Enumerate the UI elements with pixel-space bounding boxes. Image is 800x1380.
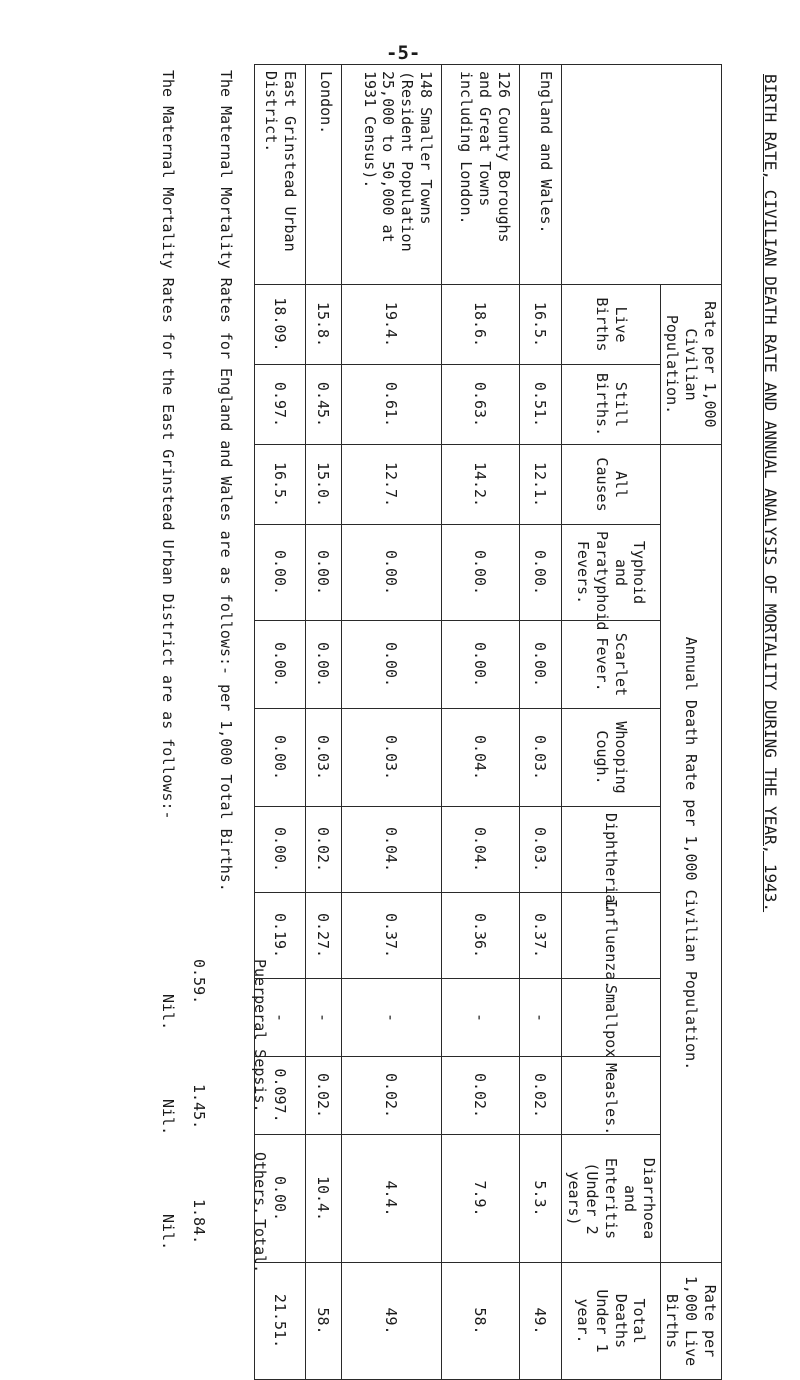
others-value: 1.45. — [190, 1084, 208, 1130]
cell-infant-deaths: 58. — [442, 1263, 520, 1380]
col-still-births: Still Births. — [562, 365, 661, 445]
cell-influenza: 0.37. — [342, 893, 442, 979]
cell-measles: 0.02. — [520, 1057, 562, 1135]
cell-all-causes: 16.5. — [255, 445, 306, 525]
cell-measles: 0.02. — [442, 1057, 520, 1135]
cell-diarrhoea: 0.00. — [255, 1135, 306, 1263]
col-influenza: Influenza. — [562, 893, 661, 979]
east-grinstead-others-value: Nil. — [159, 1099, 177, 1136]
table-row — [520, 65, 562, 1380]
cell-still-births: 0.61. — [342, 365, 442, 445]
row-area: England and Wales. — [520, 65, 562, 285]
cell-typhoid: 0.00. — [520, 525, 562, 621]
cell-all-causes: 12.1. — [520, 445, 562, 525]
col-diarrhoea: Diarrhoea and Enteritis (Under 2 years) — [562, 1135, 661, 1263]
cell-diphtheria: 0.04. — [342, 807, 442, 893]
cell-scarlet-fever: 0.00. — [520, 621, 562, 709]
table-row — [342, 65, 442, 1380]
page-number: -5- — [386, 42, 421, 64]
cell-influenza: 0.37. — [520, 893, 562, 979]
cell-diarrhoea: 5.3. — [520, 1135, 562, 1263]
row-area: 126 County Boroughs and Great Towns including London. — [442, 65, 520, 285]
row-area: East Grinstead Urban District. — [255, 65, 306, 285]
cell-still-births: 0.45. — [306, 365, 342, 445]
cell-infant-deaths: 58. — [306, 1263, 342, 1380]
col-infant-deaths: Total Deaths Under 1 year. — [562, 1263, 661, 1380]
cell-measles: 0.097. — [255, 1057, 306, 1135]
cell-diphtheria: 0.04. — [442, 807, 520, 893]
cell-live-births: 18.09. — [255, 285, 306, 365]
births-group-header: Rate per 1,000 Civilian Population. — [660, 285, 721, 445]
col-typhoid: Typhoid and Paratyphoid Fevers. — [562, 525, 661, 621]
col-whooping-cough: Whooping Cough. — [562, 709, 661, 807]
cell-influenza: 0.19. — [255, 893, 306, 979]
cell-all-causes: 14.2. — [442, 445, 520, 525]
row-area: 148 Smaller Towns (Resident Population 25,000 to 50,000 at 1931 Census). — [342, 65, 442, 285]
cell-whooping-cough: 0.04. — [442, 709, 520, 807]
cell-still-births: 0.51. — [520, 365, 562, 445]
cell-measles: 0.02. — [342, 1057, 442, 1135]
cell-diphtheria: 0.02. — [306, 807, 342, 893]
cell-smallpox: - — [255, 979, 306, 1057]
cell-all-causes: 15.0. — [306, 445, 342, 525]
corner-cell — [562, 65, 722, 285]
puerperal-sepsis-value: 0.59. — [190, 959, 208, 1005]
rotated-document — [140, 64, 780, 1367]
cell-typhoid: 0.00. — [442, 525, 520, 621]
cell-smallpox: - — [306, 979, 342, 1057]
col-scarlet-fever: Scarlet Fever. — [562, 621, 661, 709]
cell-diarrhoea: 10.4. — [306, 1135, 342, 1263]
cell-influenza: 0.36. — [442, 893, 520, 979]
cell-still-births: 0.63. — [442, 365, 520, 445]
cell-diarrhoea: 7.9. — [442, 1135, 520, 1263]
col-all-causes: All Causes — [562, 445, 661, 525]
cell-whooping-cough: 0.00. — [255, 709, 306, 807]
puerperal-sepsis-header: Puerperal Sepsis. — [251, 959, 269, 1113]
cell-infant-deaths: 21.51. — [255, 1263, 306, 1380]
row-area: London. — [306, 65, 342, 285]
cell-smallpox: - — [520, 979, 562, 1057]
mortality-table — [254, 64, 722, 1380]
cell-whooping-cough: 0.03. — [306, 709, 342, 807]
cell-live-births: 19.4. — [342, 285, 442, 365]
cell-all-causes: 12.7. — [342, 445, 442, 525]
col-smallpox: Smallpox — [562, 979, 661, 1057]
cell-scarlet-fever: 0.00. — [255, 621, 306, 709]
cell-diphtheria: 0.00. — [255, 807, 306, 893]
cell-infant-deaths: 49. — [520, 1263, 562, 1380]
col-diphtheria: Diphtheria. — [562, 807, 661, 893]
cell-scarlet-fever: 0.00. — [442, 621, 520, 709]
others-header: Others. — [251, 1152, 269, 1216]
group-header-row — [660, 65, 721, 1380]
cell-smallpox: - — [342, 979, 442, 1057]
cell-typhoid: 0.00. — [255, 525, 306, 621]
total-header: Total. — [251, 1219, 269, 1274]
cell-scarlet-fever: 0.00. — [342, 621, 442, 709]
col-live-births: Live Births — [562, 285, 661, 365]
cell-scarlet-fever: 0.00. — [306, 621, 342, 709]
deaths-group-header: Annual Death Rate per 1,000 Civilian Population. — [660, 445, 721, 1263]
cell-typhoid: 0.00. — [306, 525, 342, 621]
east-grinstead-sepsis-value: Nil. — [159, 994, 177, 1031]
cell-smallpox: - — [442, 979, 520, 1057]
cell-live-births: 15.8. — [306, 285, 342, 365]
cell-diarrhoea: 4.4. — [342, 1135, 442, 1263]
cell-still-births: 0.97. — [255, 365, 306, 445]
maternal-mortality-england-text: The Maternal Mortality Rates for England and Wales are as follows:- per 1,000 Total Births. — [217, 70, 235, 892]
total-value: 1.84. — [190, 1199, 208, 1245]
maternal-mortality-east-grinstead-text: The Maternal Mortality Rates for the East Grinstead Urban District are as follows:- — [159, 70, 177, 820]
cell-live-births: 18.6. — [442, 285, 520, 365]
infant-group-header: Rate per 1,000 Live Births — [660, 1263, 721, 1380]
cell-whooping-cough: 0.03. — [342, 709, 442, 807]
cell-typhoid: 0.00. — [342, 525, 442, 621]
cell-measles: 0.02. — [306, 1057, 342, 1135]
col-measles: Measles. — [562, 1057, 661, 1135]
cell-diphtheria: 0.03. — [520, 807, 562, 893]
table-row — [306, 65, 342, 1380]
cell-influenza: 0.27. — [306, 893, 342, 979]
table-row — [442, 65, 520, 1380]
document-title: BIRTH RATE, CIVILIAN DEATH RATE AND ANNUAL ANALYSIS OF MORTALITY DURING THE YEAR, 1943. — [761, 74, 780, 913]
cell-infant-deaths: 49. — [342, 1263, 442, 1380]
cell-whooping-cough: 0.03. — [520, 709, 562, 807]
cell-live-births: 16.5. — [520, 285, 562, 365]
east-grinstead-total-value: Nil. — [159, 1214, 177, 1251]
